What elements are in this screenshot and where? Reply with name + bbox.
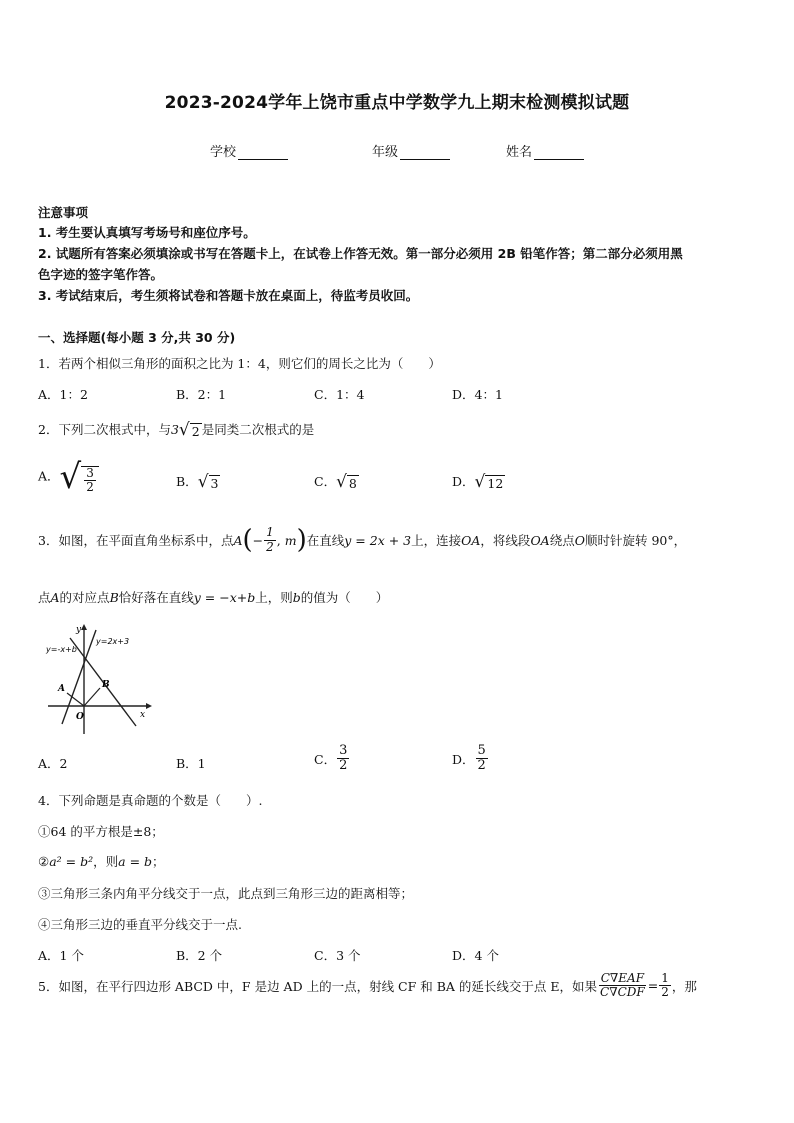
q3-option-c-frac <box>337 744 349 774</box>
q4-s2-eq: a² = b² <box>49 854 94 869</box>
q4-option-b[interactable]: B．2 个 <box>176 948 223 963</box>
q2-option-a-den: 2 <box>86 479 94 494</box>
q3-option-c[interactable] <box>314 744 350 774</box>
q2-radical: √ 2 <box>178 420 200 440</box>
note-item-3: 3. 考试结束后，考生须将试卷和答题卡放在桌面上，待监考员收回。 <box>38 288 419 303</box>
q2-option-c-radicand: 8 <box>348 476 357 491</box>
q5-value-frac <box>659 972 671 999</box>
q2-radicand: 2 <box>191 424 200 439</box>
q2-stem-text: 2．下列二次根式中，与 <box>38 422 171 437</box>
q1-stem: 1．若两个相似三角形的面积之比为 1：4，则它们的周长之比为（ ） <box>38 356 441 371</box>
q4-stem: 4．下列命题是真命题的个数是（ ）. <box>38 793 263 808</box>
q5-perimeter-frac <box>598 972 647 999</box>
q3-l2-var-b: b <box>292 590 301 605</box>
q3-stem-line2 <box>38 588 388 606</box>
q4-s2-text: ② <box>38 854 50 869</box>
name-field[interactable] <box>506 141 584 160</box>
q3-stem-text: 3．如图，在平面直角坐标系中，点 <box>38 533 234 548</box>
segment-ob <box>84 688 100 706</box>
q3-coord-m: m <box>284 532 297 548</box>
q3-l2-line2: y = −x+b <box>193 590 256 605</box>
q5-equals: = <box>647 978 659 994</box>
q2-option-c-radical: √ 8 <box>336 472 357 492</box>
q3-x-num: 1 <box>266 525 274 540</box>
q2-option-b[interactable] <box>176 472 220 491</box>
school-blank[interactable] <box>238 145 288 160</box>
label-x: x <box>140 710 146 720</box>
grade-blank[interactable] <box>400 145 450 160</box>
school-field[interactable] <box>210 141 288 160</box>
label-o: O <box>76 712 84 722</box>
q2-option-a[interactable] <box>38 457 99 497</box>
q2-option-b-radical: √ 3 <box>197 472 219 492</box>
q4-option-a[interactable]: A．1 个 <box>38 948 84 963</box>
q4-option-c[interactable]: C．3 个 <box>314 948 361 963</box>
q3-stem-text-4: ，将线段 <box>480 533 531 548</box>
exam-title: 2023-2024学年上饶市重点中学数学九上期末检测模拟试题 <box>164 93 630 113</box>
label-line1: y=2x+3 <box>96 637 130 646</box>
q2-stem <box>38 420 314 439</box>
q3-point-o: O <box>574 532 585 548</box>
q3-l2-point-b: B <box>109 590 119 605</box>
q3-line1: y = 2x + 3 <box>344 532 412 548</box>
q3-option-d-frac <box>476 744 488 774</box>
q3-option-d-label: D． <box>452 751 475 767</box>
q2-coef: 3 <box>170 422 179 437</box>
q3-l2-text-2: 的对应点 <box>59 590 110 605</box>
q5-stem <box>38 972 697 999</box>
q2-stem-text-2: 是同类二次根式的是 <box>201 422 315 437</box>
q2-option-c[interactable] <box>314 472 359 491</box>
q2-option-a-num: 3 <box>86 465 94 480</box>
q3-option-c-label: C． <box>314 751 337 767</box>
q2-option-b-radicand: 3 <box>210 476 219 491</box>
q2-option-d-label: D． <box>452 474 475 489</box>
q3-stem-text-5: 绕点 <box>549 533 575 548</box>
q5-frac-num: C∇EAF <box>600 971 645 985</box>
q1-option-a[interactable]: A．1：2 <box>38 387 88 402</box>
q4-statement-2 <box>38 852 165 870</box>
note-item-2: 2. 试题所有答案必须填涂或书写在答题卡上，在试卷上作答无效。第一部分必须用 2B 铅笔作答；第二部分必须用黑 <box>38 246 683 261</box>
q3-l2-text-4: 上，则 <box>255 590 293 605</box>
name-blank[interactable] <box>534 145 584 160</box>
q5-value-num: 1 <box>661 971 669 985</box>
q4-statement-1: ①64 的平方根是±8； <box>38 824 164 839</box>
q3-stem-text-6: 顺时针旋转 90°， <box>584 533 687 548</box>
section-heading: 一、选择题(每小题 3 分,共 30 分) <box>38 330 236 345</box>
q3-l2-text: 点 <box>38 590 51 605</box>
label-line2: y=-x+b <box>46 645 77 654</box>
q2-option-b-label: B． <box>176 474 198 489</box>
name-label: 姓名 <box>506 145 533 160</box>
q5-stem-text-2: ，那 <box>671 978 697 994</box>
q4-statement-4: ④三角形三边的垂直平分线交于一点. <box>38 917 242 932</box>
note-item-1: 1. 考生要认真填写考场号和座位序号。 <box>38 225 256 240</box>
q3-option-d-den: 2 <box>477 758 486 774</box>
q2-option-d-radicand: 12 <box>487 476 504 491</box>
q4-option-d[interactable]: D．4 个 <box>452 948 499 963</box>
label-y: y <box>76 625 82 635</box>
q3-x-frac <box>264 526 276 553</box>
q2-option-d-radical: √ 12 <box>474 472 504 492</box>
q4-s2-text-2: ，则 <box>93 854 119 869</box>
q3-option-d[interactable] <box>452 744 489 774</box>
note-item-2-cont: 色字迹的签字笔作答。 <box>38 267 164 282</box>
q3-option-c-den: 2 <box>339 758 348 774</box>
q4-s2-eq2: a = b <box>118 854 153 869</box>
q4-s2-text-3: ； <box>152 854 165 869</box>
q1-option-d[interactable]: D．4：1 <box>452 387 503 402</box>
grade-field[interactable] <box>372 141 450 160</box>
q1-option-c[interactable]: C．1：4 <box>314 387 365 402</box>
x-axis-arrow-icon <box>146 703 152 709</box>
q3-oa-2: OA <box>530 532 550 548</box>
q3-stem-text-3: 上，连接 <box>411 533 462 548</box>
q3-coordinate-figure <box>40 622 152 740</box>
q3-option-d-num: 5 <box>477 743 486 758</box>
q2-option-d[interactable] <box>452 472 505 491</box>
q3-option-c-num: 3 <box>339 743 348 758</box>
label-b: B <box>102 680 110 690</box>
grade-label: 年级 <box>372 145 399 160</box>
q3-x-den: 2 <box>266 539 274 554</box>
q2-option-a-label: A． <box>38 468 60 484</box>
q3-option-b[interactable]: B．1 <box>176 756 206 771</box>
label-a: A <box>58 684 65 694</box>
q3-stem-text-2: 在直线 <box>306 533 345 548</box>
q3-point-a: A <box>233 532 243 548</box>
q2-option-c-label: C． <box>314 474 337 489</box>
q1-option-b[interactable]: B．2：1 <box>176 387 227 402</box>
q3-oa-1: OA <box>461 532 481 548</box>
q3-l2-text-5: 的值为（ ） <box>300 590 389 605</box>
notes-heading: 注意事项 <box>38 205 89 220</box>
q3-l2-point-a: A <box>50 590 60 605</box>
q5-stem-text: 5．如图，在平行四边形 ABCD 中，F 是边 AD 上的一点，射线 CF 和 BA 的延长线交于点 E，如果 <box>38 978 598 994</box>
q2-option-a-radical: √ $\frac{3}{2}$ <box>60 460 99 494</box>
q3-stem: 3．如图，在平面直角坐标系中，点 A ( − $\frac{1}{2}$ , m ) 在直线 y = 2x + 3 上，连接 OA ，将线段 OA 绕点 O 顺时针旋转 90°， <box>38 525 687 555</box>
y-axis-arrow-icon <box>81 624 87 630</box>
q3-l2-text-3: 恰好落在直线 <box>118 590 194 605</box>
school-label: 学校 <box>210 145 237 160</box>
q5-value-den: 2 <box>661 985 669 1000</box>
q3-option-a[interactable]: A．2 <box>38 756 68 771</box>
q4-statement-3: ③三角形三条内角平分线交于一点，此点到三角形三边的距离相等； <box>38 886 414 901</box>
q5-frac-den: C∇CDF <box>600 985 645 1000</box>
